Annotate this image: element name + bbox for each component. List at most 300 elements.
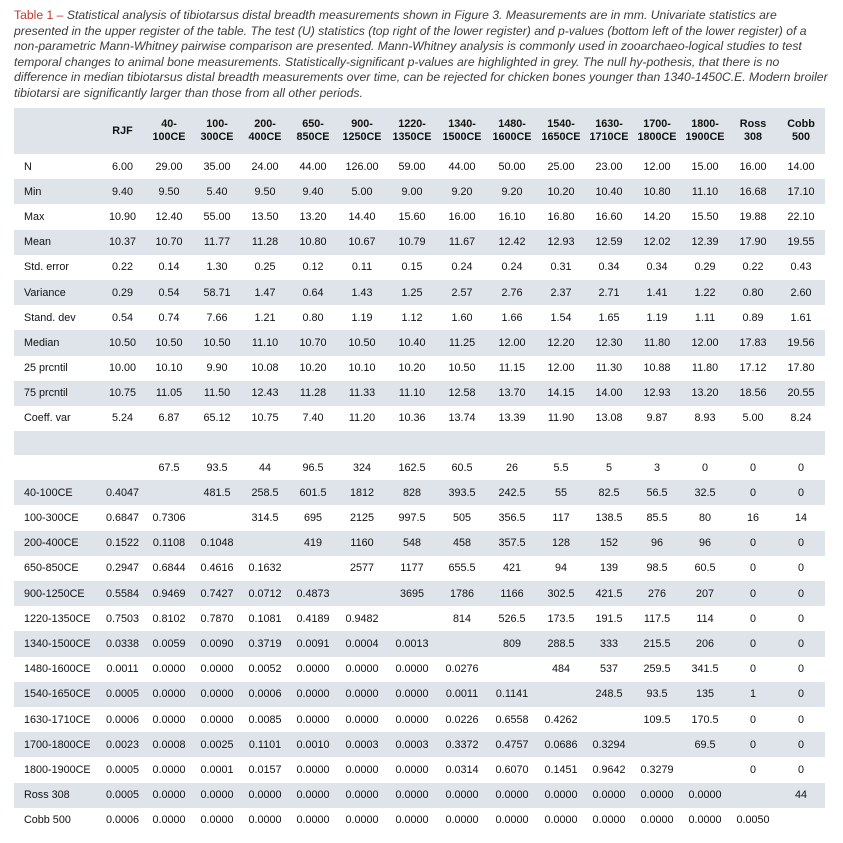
- table-cell: 655.5: [437, 556, 487, 581]
- table-cell: 0.0025: [193, 732, 241, 757]
- table-cell: 60.5: [681, 556, 729, 581]
- table-row: [14, 732, 825, 757]
- table-cell: 29.00: [145, 154, 193, 179]
- table-cell: 0.0006: [100, 707, 145, 732]
- table-cell: 128: [537, 531, 585, 556]
- row-label: Median: [14, 330, 100, 355]
- table-cell: 1.11: [681, 305, 729, 330]
- table-cell: 0.0000: [537, 783, 585, 808]
- table-cell: 357.5: [487, 531, 537, 556]
- table-cell: 9.50: [241, 179, 289, 204]
- table-cell: 0.0011: [437, 682, 487, 707]
- table-cell: 10.75: [241, 406, 289, 431]
- table-cell: 2125: [337, 505, 387, 530]
- table-cell: 0: [777, 531, 825, 556]
- table-cell: 12.40: [145, 204, 193, 229]
- table-cell: 20.55: [777, 381, 825, 406]
- table-cell: 10.79: [387, 230, 437, 255]
- table-cell: 0.0085: [241, 707, 289, 732]
- table-cell: 11.28: [289, 381, 337, 406]
- table-cell: 421.5: [585, 581, 633, 606]
- table-cell: 16.60: [585, 204, 633, 229]
- table-cell: 0: [729, 480, 777, 505]
- table-cell: 85.5: [633, 505, 681, 530]
- table-cell: 1812: [337, 480, 387, 505]
- table-cell: 13.74: [437, 406, 487, 431]
- table-cell: 11.28: [241, 230, 289, 255]
- table-cell: 173.5: [537, 606, 585, 631]
- table-cell: 0: [729, 606, 777, 631]
- table-cell: 2577: [337, 556, 387, 581]
- table-cell: 13.70: [487, 381, 537, 406]
- table-cell: 12.39: [681, 230, 729, 255]
- table-row: [14, 808, 825, 833]
- table-cell: 94: [537, 556, 585, 581]
- table-cell: 11.80: [681, 356, 729, 381]
- table-cell: 3: [633, 455, 681, 480]
- table-cell: 109.5: [633, 707, 681, 732]
- header-section: [14, 108, 825, 154]
- table-cell: 1: [729, 682, 777, 707]
- caption-text: Statistical analysis of tibiotarsus distal breadth measurements shown in Figure 3. Measurements are in mm. Univariate statistics are presented in the upper register of the table. The test (U) statistics (top right of the lower register) and p-values (bottom left of the lower register) of a non-parametric Mann-Whitney pairwise comparison are presented. Mann-Whitney analysis is commonly used in zooarchaeo-logical studies to test temporal changes to animal bone measurements. Statistically-significant p-values are highlighted in grey. The null hy-pothesis, that there is no difference in median tibiotarsus distal breadth measurements over time, can be rejected for chicken bones younger than 1340-1450C.E. Modern broiler tibiotarsi are significantly larger than those from all other periods.: [14, 8, 828, 100]
- table-row: [14, 179, 825, 204]
- table-cell: 162.5: [387, 455, 437, 480]
- table-cell: 69.5: [681, 732, 729, 757]
- table-cell: [777, 808, 825, 833]
- table-cell: 138.5: [585, 505, 633, 530]
- table-cell: 114: [681, 606, 729, 631]
- row-label: Min: [14, 179, 100, 204]
- table-cell: 2.60: [777, 280, 825, 305]
- table-cell: 0: [729, 581, 777, 606]
- table-cell: 96: [681, 531, 729, 556]
- table-cell: 0.22: [729, 255, 777, 280]
- table-cell: 601.5: [289, 480, 337, 505]
- table-cell: 0.0000: [289, 783, 337, 808]
- table-cell: 10.50: [193, 330, 241, 355]
- table-cell: 55: [537, 480, 585, 505]
- table-cell: 67.5: [145, 455, 193, 480]
- table-cell: 0: [777, 455, 825, 480]
- table-cell: 0.4873: [289, 581, 337, 606]
- row-label: 200-400CE: [14, 531, 100, 556]
- row-label: Cobb 500: [14, 808, 100, 833]
- table-cell: 0.0005: [100, 682, 145, 707]
- table-cell: 23.00: [585, 154, 633, 179]
- table-cell: 9.20: [437, 179, 487, 204]
- table-cell: 0.0003: [337, 732, 387, 757]
- table-cell: 25.00: [537, 154, 585, 179]
- table-cell: 93.5: [193, 455, 241, 480]
- column-header: 650- 850CE: [289, 108, 337, 154]
- table-cell: 537: [585, 657, 633, 682]
- table-cell: 0.0000: [681, 808, 729, 833]
- table-cell: 0.0091: [289, 631, 337, 656]
- table-cell: 191.5: [585, 606, 633, 631]
- table-cell: 0.3279: [633, 757, 681, 782]
- table-cell: 17.83: [729, 330, 777, 355]
- table-cell: 0.0005: [100, 757, 145, 782]
- table-cell: 0.0000: [387, 783, 437, 808]
- table-cell: 10.10: [337, 356, 387, 381]
- table-cell: 12.00: [487, 330, 537, 355]
- table-cell: 12.20: [537, 330, 585, 355]
- table-row: [14, 783, 825, 808]
- table-cell: 10.70: [145, 230, 193, 255]
- table-cell: 0.4047: [100, 480, 145, 505]
- table-cell: 0: [777, 606, 825, 631]
- table-cell: 9.90: [193, 356, 241, 381]
- table-cell: 10.67: [337, 230, 387, 255]
- table-row: [14, 581, 825, 606]
- table-cell: 0.0003: [387, 732, 437, 757]
- table-cell: 0.0008: [145, 732, 193, 757]
- table-cell: 5.5: [537, 455, 585, 480]
- table-cell: 248.5: [585, 682, 633, 707]
- row-label: [14, 455, 100, 480]
- table-cell: 44: [777, 783, 825, 808]
- table-cell: 1.19: [633, 305, 681, 330]
- table-row: [14, 505, 825, 530]
- table-cell: 58.71: [193, 280, 241, 305]
- table-cell: 0.0686: [537, 732, 585, 757]
- table-cell: 0.2947: [100, 556, 145, 581]
- table-cell: 0.0059: [145, 631, 193, 656]
- table-cell: 0.89: [729, 305, 777, 330]
- table-cell: [289, 556, 337, 581]
- table-cell: 14: [777, 505, 825, 530]
- table-cell: 0.43: [777, 255, 825, 280]
- table-cell: 0.0000: [193, 682, 241, 707]
- table-cell: 12.58: [437, 381, 487, 406]
- table-cell: 0.0000: [337, 657, 387, 682]
- table-cell: [387, 606, 437, 631]
- row-label: Coeff. var: [14, 406, 100, 431]
- table-cell: 0: [777, 707, 825, 732]
- table-cell: 0: [777, 757, 825, 782]
- table-cell: 15.00: [681, 154, 729, 179]
- table-cell: 0.0000: [193, 783, 241, 808]
- table-cell: 80: [681, 505, 729, 530]
- table-cell: 16.80: [537, 204, 585, 229]
- table-cell: 0.54: [100, 305, 145, 330]
- table-cell: 0.11: [337, 255, 387, 280]
- table-cell: 0.0004: [337, 631, 387, 656]
- table-cell: 0.0023: [100, 732, 145, 757]
- table-cell: 11.15: [487, 356, 537, 381]
- table-cell: [585, 707, 633, 732]
- table-cell: 10.50: [437, 356, 487, 381]
- header-row: [14, 108, 825, 154]
- table-cell: 0.74: [145, 305, 193, 330]
- table-cell: 0.0000: [437, 808, 487, 833]
- column-header: 1540- 1650CE: [537, 108, 585, 154]
- table-cell: 0.1141: [487, 682, 537, 707]
- table-cell: 0: [777, 480, 825, 505]
- table-cell: 207: [681, 581, 729, 606]
- table-cell: 3695: [387, 581, 437, 606]
- table-row: [14, 606, 825, 631]
- table-cell: 0.0000: [337, 682, 387, 707]
- column-header: RJF: [100, 108, 145, 154]
- table-cell: 0: [729, 707, 777, 732]
- table-cell: 1166: [487, 581, 537, 606]
- column-header: Ross 308: [729, 108, 777, 154]
- table-cell: 10.70: [289, 330, 337, 355]
- table-cell: 0.0157: [241, 757, 289, 782]
- table-cell: 14.00: [777, 154, 825, 179]
- table-cell: 5.00: [729, 406, 777, 431]
- table-cell: 421: [487, 556, 537, 581]
- table-cell: 1.19: [337, 305, 387, 330]
- table-cell: 0.0001: [193, 757, 241, 782]
- table-cell: 7.40: [289, 406, 337, 431]
- row-label: Ross 308: [14, 783, 100, 808]
- table-cell: 13.50: [241, 204, 289, 229]
- table-cell: 10.75: [100, 381, 145, 406]
- table-cell: 0.0000: [681, 783, 729, 808]
- table-cell: 0.80: [729, 280, 777, 305]
- table-cell: 324: [337, 455, 387, 480]
- table-cell: 0: [729, 657, 777, 682]
- table-cell: 0.4616: [193, 556, 241, 581]
- table-cell: 0.0000: [633, 808, 681, 833]
- table-cell: 0.15: [387, 255, 437, 280]
- table-cell: 12.00: [681, 330, 729, 355]
- table-cell: 19.55: [777, 230, 825, 255]
- table-cell: 0.24: [487, 255, 537, 280]
- table-cell: 35.00: [193, 154, 241, 179]
- table-cell: 16.68: [729, 179, 777, 204]
- table-cell: 0.14: [145, 255, 193, 280]
- table-cell: 0.0000: [487, 783, 537, 808]
- table-cell: 0.0314: [437, 757, 487, 782]
- table-cell: 10.20: [387, 356, 437, 381]
- table-cell: 5.40: [193, 179, 241, 204]
- table-cell: 82.5: [585, 480, 633, 505]
- table-cell: 11.33: [337, 381, 387, 406]
- table-cell: 0.1451: [537, 757, 585, 782]
- table-row: [14, 305, 825, 330]
- table-cell: 6.00: [100, 154, 145, 179]
- table-cell: 356.5: [487, 505, 537, 530]
- table-cell: 16.00: [729, 154, 777, 179]
- table-cell: 0.3719: [241, 631, 289, 656]
- table-cell: 1.12: [387, 305, 437, 330]
- table-cell: 56.5: [633, 480, 681, 505]
- table-cell: 9.20: [487, 179, 537, 204]
- table-cell: 26: [487, 455, 537, 480]
- table-cell: 10.80: [633, 179, 681, 204]
- row-label: Std. error: [14, 255, 100, 280]
- row-label: 40-100CE: [14, 480, 100, 505]
- row-label: Stand. dev: [14, 305, 100, 330]
- table-cell: 0.0226: [437, 707, 487, 732]
- separator-cell: [14, 431, 825, 455]
- table-cell: 0.29: [681, 255, 729, 280]
- row-label: 1540-1650CE: [14, 682, 100, 707]
- row-label: Mean: [14, 230, 100, 255]
- table-cell: 0.0000: [241, 808, 289, 833]
- table-cell: 13.39: [487, 406, 537, 431]
- table-cell: 1.65: [585, 305, 633, 330]
- table-cell: 16.10: [487, 204, 537, 229]
- table-cell: 55.00: [193, 204, 241, 229]
- table-row: [14, 154, 825, 179]
- table-cell: 11.10: [681, 179, 729, 204]
- table-cell: 18.56: [729, 381, 777, 406]
- table-cell: 0.0005: [100, 783, 145, 808]
- table-cell: 12.00: [633, 154, 681, 179]
- table-cell: 0: [729, 757, 777, 782]
- table-cell: 12.00: [537, 356, 585, 381]
- table-cell: 13.08: [585, 406, 633, 431]
- table-cell: 0: [777, 556, 825, 581]
- table-cell: 0.1101: [241, 732, 289, 757]
- table-cell: 0.34: [633, 255, 681, 280]
- table-cell: 44.00: [437, 154, 487, 179]
- table-cell: 419: [289, 531, 337, 556]
- table-cell: 1.21: [241, 305, 289, 330]
- table-cell: 0.29: [100, 280, 145, 305]
- table-cell: [100, 455, 145, 480]
- table-cell: 0: [777, 682, 825, 707]
- table-cell: 9.87: [633, 406, 681, 431]
- table-cell: [537, 682, 585, 707]
- table-row: [14, 230, 825, 255]
- table-cell: 19.88: [729, 204, 777, 229]
- table-cell: 458: [437, 531, 487, 556]
- row-label: 650-850CE: [14, 556, 100, 581]
- table-cell: 170.5: [681, 707, 729, 732]
- table-cell: 16: [729, 505, 777, 530]
- table-cell: 0.80: [289, 305, 337, 330]
- table-cell: 0.1081: [241, 606, 289, 631]
- table-cell: 0.7427: [193, 581, 241, 606]
- table-row: [14, 455, 825, 480]
- table-cell: 0.9642: [585, 757, 633, 782]
- table-cell: 1.30: [193, 255, 241, 280]
- column-header: 900- 1250CE: [337, 108, 387, 154]
- table-cell: 0.0000: [289, 682, 337, 707]
- table-cell: 9.40: [289, 179, 337, 204]
- table-cell: 0.1632: [241, 556, 289, 581]
- table-cell: 10.40: [387, 330, 437, 355]
- table-row: [14, 280, 825, 305]
- column-header: 200- 400CE: [241, 108, 289, 154]
- table-cell: 0: [729, 732, 777, 757]
- table-cell: [193, 505, 241, 530]
- table-cell: 302.5: [537, 581, 585, 606]
- table-cell: 0.0000: [337, 707, 387, 732]
- table-cell: 0.0000: [241, 783, 289, 808]
- table-cell: 1.54: [537, 305, 585, 330]
- row-label: N: [14, 154, 100, 179]
- table-cell: 10.20: [289, 356, 337, 381]
- table-cell: 13.20: [289, 204, 337, 229]
- table-cell: 126.00: [337, 154, 387, 179]
- table-cell: 9.00: [387, 179, 437, 204]
- column-header: 40- 100CE: [145, 108, 193, 154]
- table-cell: 0.0006: [241, 682, 289, 707]
- table-cell: 152: [585, 531, 633, 556]
- table-cell: [729, 783, 777, 808]
- stats-table-container: [14, 108, 825, 833]
- table-cell: 314.5: [241, 505, 289, 530]
- table-cell: 0.0010: [289, 732, 337, 757]
- table-cell: 0.1522: [100, 531, 145, 556]
- table-cell: 22.10: [777, 204, 825, 229]
- table-cell: 0.0050: [729, 808, 777, 833]
- table-cell: 0: [681, 455, 729, 480]
- table-cell: 0.0000: [337, 808, 387, 833]
- table-cell: 828: [387, 480, 437, 505]
- table-cell: 0.0000: [145, 757, 193, 782]
- table-cell: 333: [585, 631, 633, 656]
- column-header: 1480- 1600CE: [487, 108, 537, 154]
- table-cell: 695: [289, 505, 337, 530]
- table-cell: 0.0000: [145, 808, 193, 833]
- table-cell: 5: [585, 455, 633, 480]
- table-cell: 0: [729, 531, 777, 556]
- table-cell: 0.0000: [387, 808, 437, 833]
- table-cell: 9.40: [100, 179, 145, 204]
- table-cell: 0.4757: [487, 732, 537, 757]
- table-cell: 0.3372: [437, 732, 487, 757]
- table-cell: 14.00: [585, 381, 633, 406]
- table-cell: 1.22: [681, 280, 729, 305]
- table-cell: 0.0338: [100, 631, 145, 656]
- table-cell: 17.10: [777, 179, 825, 204]
- table-cell: 12.02: [633, 230, 681, 255]
- table-cell: 0.0000: [289, 657, 337, 682]
- table-cell: 0: [729, 631, 777, 656]
- table-cell: 0.0006: [100, 808, 145, 833]
- table-cell: 11.20: [337, 406, 387, 431]
- table-cell: 0.0000: [145, 783, 193, 808]
- table-cell: 0.0000: [585, 808, 633, 833]
- table-cell: 13.20: [681, 381, 729, 406]
- table-cell: 98.5: [633, 556, 681, 581]
- table-cell: 10.50: [145, 330, 193, 355]
- table-cell: 1160: [337, 531, 387, 556]
- table-cell: 0.0000: [487, 808, 537, 833]
- table-cell: 44: [241, 455, 289, 480]
- table-cell: 10.37: [100, 230, 145, 255]
- row-label: 25 prcntil: [14, 356, 100, 381]
- column-header: Cobb 500: [777, 108, 825, 154]
- table-cell: 0.6558: [487, 707, 537, 732]
- table-cell: 0.6847: [100, 505, 145, 530]
- table-cell: [241, 531, 289, 556]
- table-cell: 1.25: [387, 280, 437, 305]
- stats-table: [14, 108, 825, 833]
- table-cell: 0.54: [145, 280, 193, 305]
- table-cell: 8.93: [681, 406, 729, 431]
- table-row: [14, 682, 825, 707]
- table-cell: 10.36: [387, 406, 437, 431]
- table-cell: 0.9482: [337, 606, 387, 631]
- table-cell: 10.50: [100, 330, 145, 355]
- table-cell: 12.42: [487, 230, 537, 255]
- table-cell: 117: [537, 505, 585, 530]
- table-cell: 0.0000: [387, 657, 437, 682]
- table-cell: 2.76: [487, 280, 537, 305]
- table-cell: 96: [633, 531, 681, 556]
- table-cell: 24.00: [241, 154, 289, 179]
- table-cell: 6.87: [145, 406, 193, 431]
- column-header: 100- 300CE: [193, 108, 241, 154]
